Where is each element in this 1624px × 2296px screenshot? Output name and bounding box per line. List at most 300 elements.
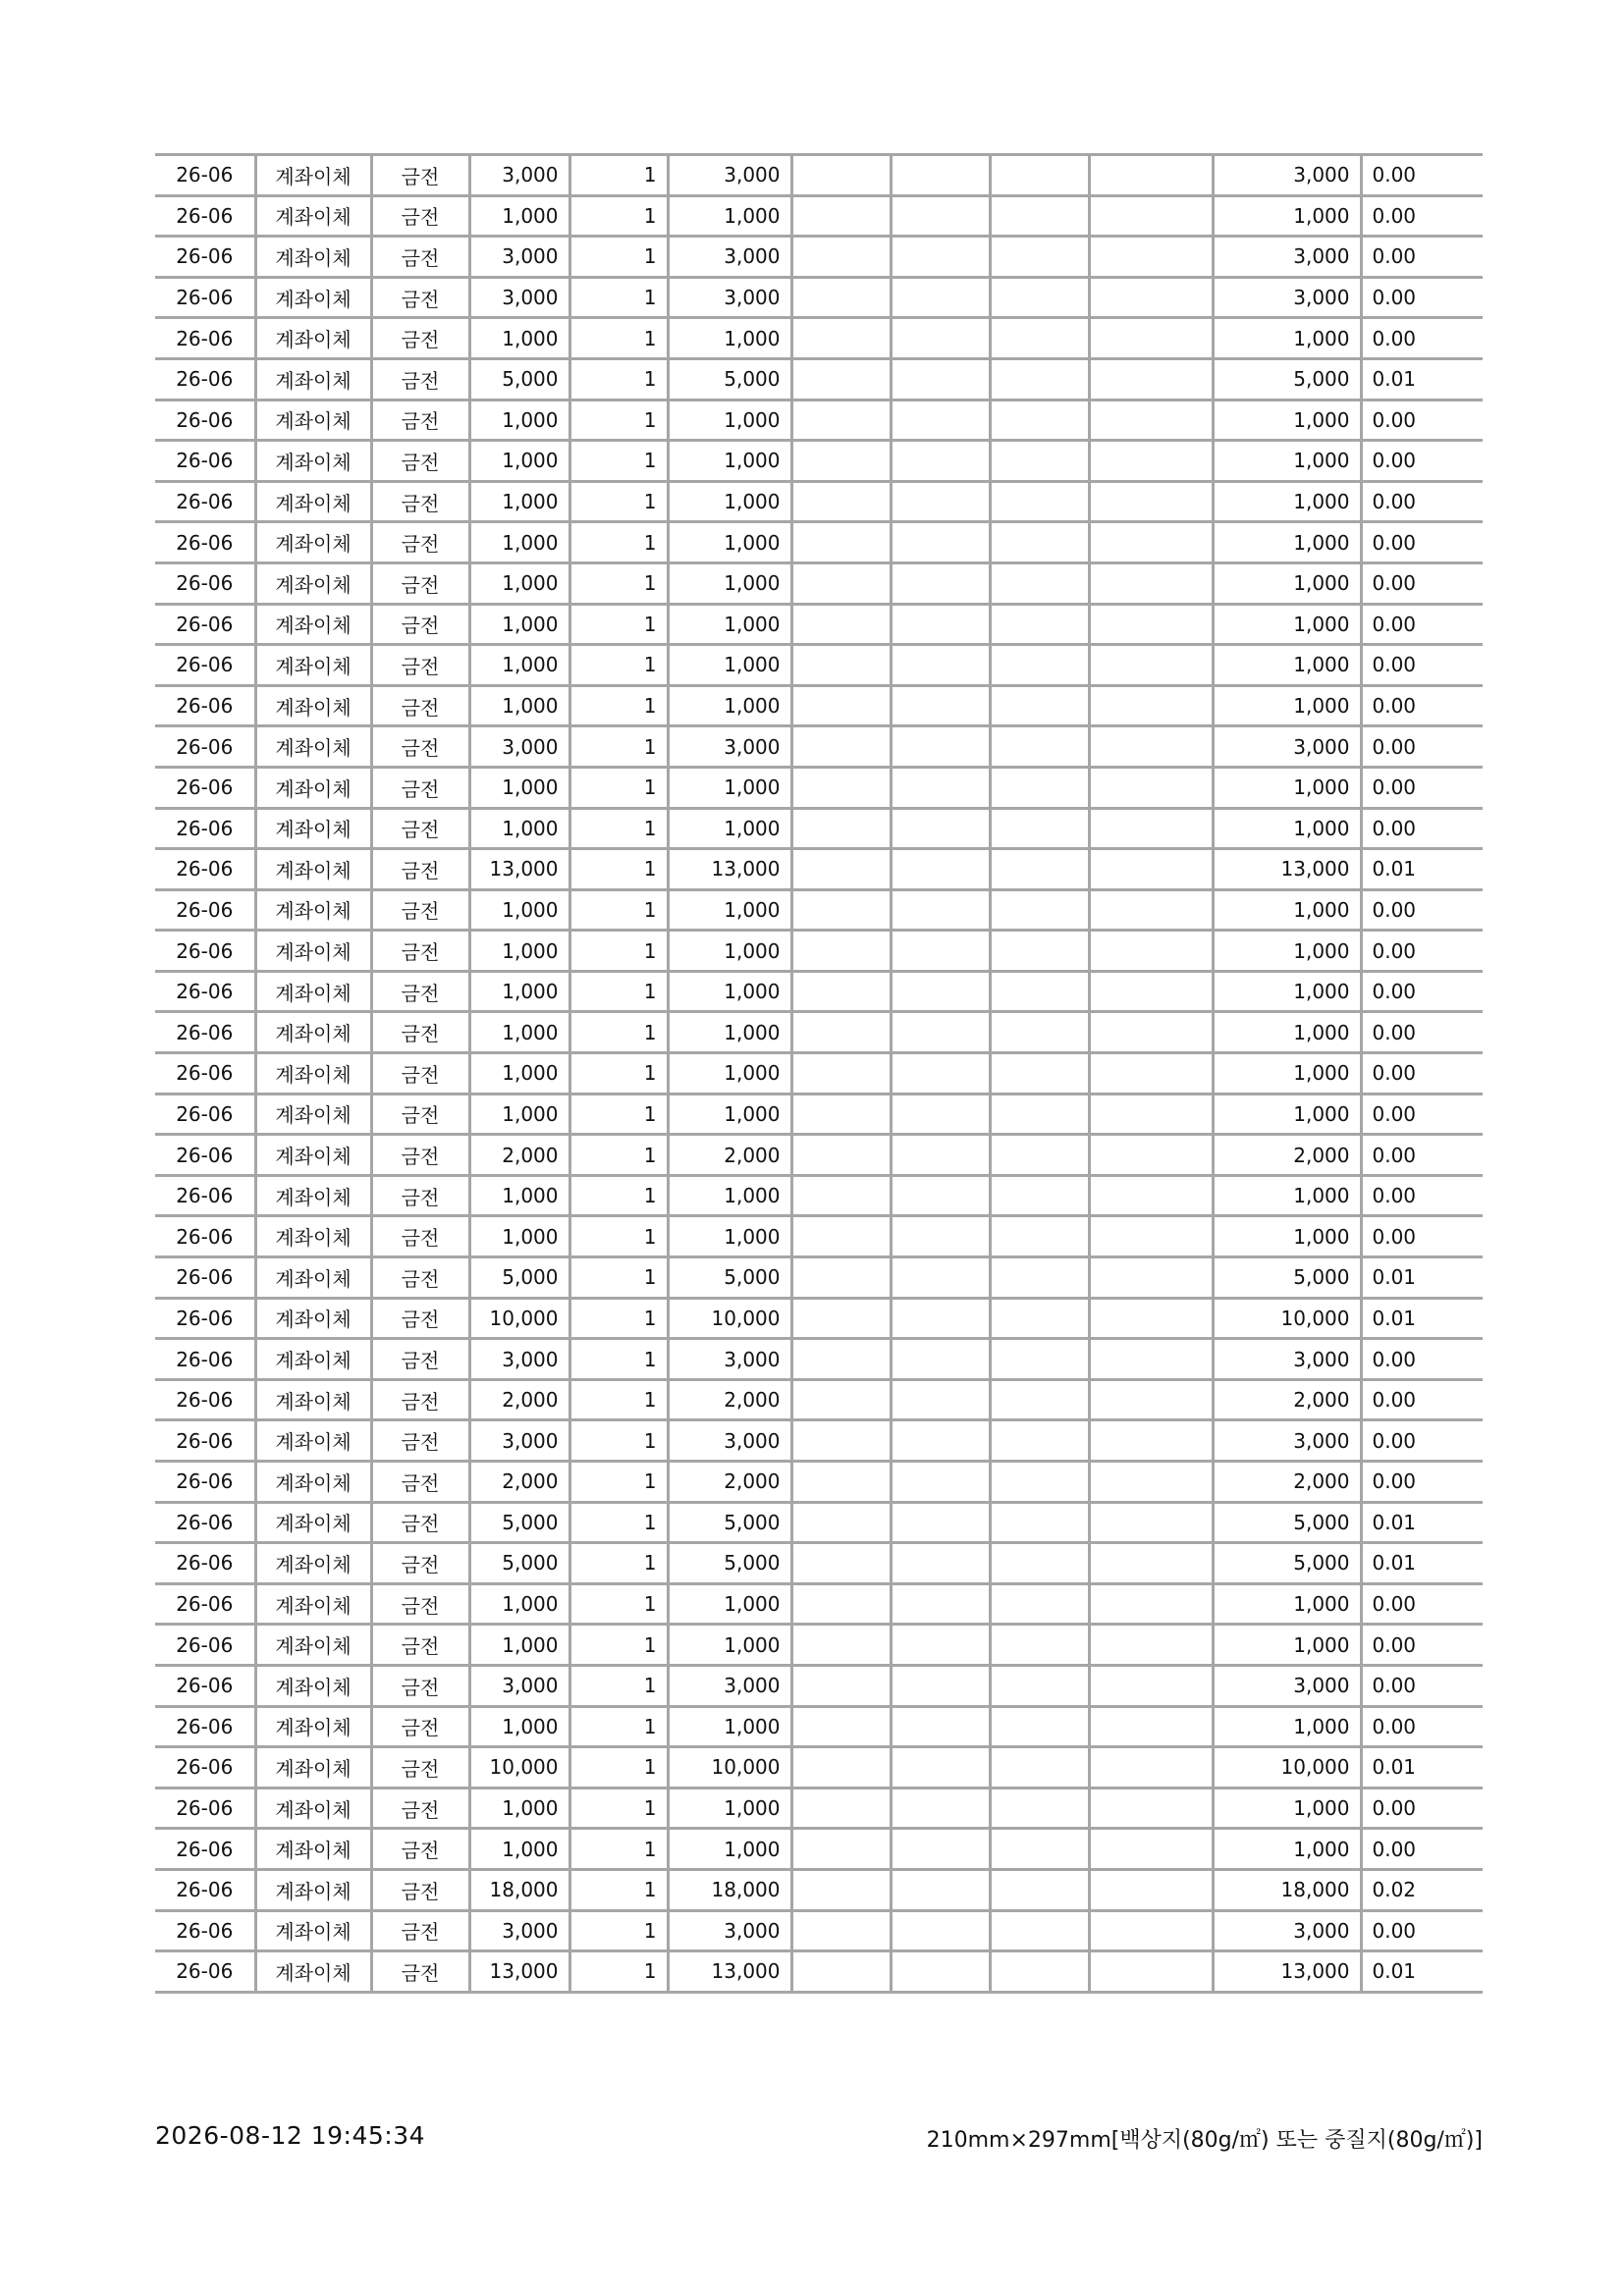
method-cell: 계좌이체 [255,1094,371,1135]
blank-cell [1089,1462,1213,1503]
blank-cell [990,237,1089,278]
type-cell: 금전 [371,400,469,441]
table-row [155,604,1483,645]
blank-cell [891,1788,990,1829]
blank-cell [891,522,990,563]
blank-cell [891,971,990,1012]
quantity-cell: 1 [569,1379,668,1420]
blank-cell [891,1216,990,1257]
quantity-cell: 1 [569,1502,668,1543]
type-cell: 금전 [371,1379,469,1420]
blank-cell [990,1829,1089,1870]
unit-amount-cell: 2,000 [469,1379,569,1420]
quantity-cell: 1 [569,971,668,1012]
unit-amount-cell: 1,000 [469,645,569,686]
blank-cell [990,767,1089,808]
type-cell: 금전 [371,1869,469,1910]
amount-cell: 1,000 [668,1012,791,1053]
type-cell: 금전 [371,237,469,278]
blank-cell [1089,645,1213,686]
date-cell: 26-06 [155,1625,255,1666]
total-cell: 1,000 [1213,441,1361,482]
blank-cell [1089,1665,1213,1706]
amount-cell: 5,000 [668,1543,791,1584]
blank-cell [990,685,1089,726]
method-cell: 계좌이체 [255,237,371,278]
blank-cell [891,400,990,441]
method-cell: 계좌이체 [255,685,371,726]
date-cell: 26-06 [155,931,255,972]
blank-cell [1089,358,1213,400]
amount-cell: 1,000 [668,1175,791,1216]
unit-amount-cell: 3,000 [469,1339,569,1380]
ratio-cell: 0.01 [1361,358,1483,400]
blank-cell [1089,318,1213,359]
quantity-cell: 1 [569,1543,668,1584]
total-cell: 1,000 [1213,1706,1361,1747]
blank-cell [791,849,891,890]
total-cell: 1,000 [1213,971,1361,1012]
blank-cell [791,1829,891,1870]
quantity-cell: 1 [569,1298,668,1339]
total-cell: 3,000 [1213,237,1361,278]
type-cell: 금전 [371,1339,469,1380]
blank-cell [791,726,891,768]
type-cell: 금전 [371,481,469,522]
blank-cell [990,1257,1089,1299]
table-row [155,1788,1483,1829]
method-cell: 계좌이체 [255,1298,371,1339]
total-cell: 1,000 [1213,931,1361,972]
table-row [155,808,1483,849]
total-cell: 3,000 [1213,155,1361,196]
blank-cell [891,277,990,318]
amount-cell: 1,000 [668,1053,791,1095]
ratio-cell: 0.01 [1361,1951,1483,1993]
blank-cell [990,604,1089,645]
date-cell: 26-06 [155,155,255,196]
blank-cell [1089,1257,1213,1299]
blank-cell [1089,931,1213,972]
quantity-cell: 1 [569,889,668,931]
date-cell: 26-06 [155,889,255,931]
quantity-cell: 1 [569,1339,668,1380]
quantity-cell: 1 [569,1869,668,1910]
blank-cell [1089,277,1213,318]
blank-cell [891,1706,990,1747]
total-cell: 1,000 [1213,318,1361,359]
date-cell: 26-06 [155,1012,255,1053]
blank-cell [990,1339,1089,1380]
blank-cell [1089,237,1213,278]
blank-cell [891,237,990,278]
blank-cell [990,1053,1089,1095]
type-cell: 금전 [371,1462,469,1503]
blank-cell [1089,155,1213,196]
quantity-cell: 1 [569,1420,668,1462]
blank-cell [891,1910,990,1951]
ratio-cell: 0.00 [1361,1829,1483,1870]
method-cell: 계좌이체 [255,1462,371,1503]
amount-cell: 3,000 [668,155,791,196]
table-row [155,1910,1483,1951]
blank-cell [891,1298,990,1339]
blank-cell [990,889,1089,931]
type-cell: 금전 [371,889,469,931]
blank-cell [791,358,891,400]
method-cell: 계좌이체 [255,1053,371,1095]
blank-cell [1089,604,1213,645]
table-row [155,400,1483,441]
total-cell: 1,000 [1213,604,1361,645]
table-row [155,1257,1483,1299]
type-cell: 금전 [371,1665,469,1706]
blank-cell [1089,1012,1213,1053]
ratio-cell: 0.01 [1361,1747,1483,1789]
ratio-cell: 0.00 [1361,400,1483,441]
type-cell: 금전 [371,155,469,196]
ratio-cell: 0.00 [1361,1053,1483,1095]
type-cell: 금전 [371,441,469,482]
total-cell: 1,000 [1213,808,1361,849]
method-cell: 계좌이체 [255,1788,371,1829]
table-row [155,1216,1483,1257]
date-cell: 26-06 [155,1951,255,1993]
amount-cell: 10,000 [668,1298,791,1339]
quantity-cell: 1 [569,1462,668,1503]
date-cell: 26-06 [155,1910,255,1951]
blank-cell [990,1175,1089,1216]
table-row [155,1094,1483,1135]
type-cell: 금전 [371,358,469,400]
amount-cell: 13,000 [668,1951,791,1993]
amount-cell: 3,000 [668,1665,791,1706]
blank-cell [1089,562,1213,604]
blank-cell [990,808,1089,849]
quantity-cell: 1 [569,1583,668,1625]
method-cell: 계좌이체 [255,318,371,359]
ratio-cell: 0.00 [1361,971,1483,1012]
amount-cell: 18,000 [668,1869,791,1910]
blank-cell [1089,1175,1213,1216]
quantity-cell: 1 [569,318,668,359]
amount-cell: 1,000 [668,318,791,359]
table-row [155,1747,1483,1789]
blank-cell [791,277,891,318]
print-timestamp: 2026-08-12 19:45:34 [155,2121,426,2150]
unit-amount-cell: 13,000 [469,1951,569,1993]
date-cell: 26-06 [155,808,255,849]
quantity-cell: 1 [569,237,668,278]
total-cell: 5,000 [1213,1257,1361,1299]
date-cell: 26-06 [155,195,255,237]
method-cell: 계좌이체 [255,1135,371,1176]
method-cell: 계좌이체 [255,1665,371,1706]
type-cell: 금전 [371,726,469,768]
method-cell: 계좌이체 [255,1543,371,1584]
blank-cell [1089,441,1213,482]
type-cell: 금전 [371,931,469,972]
ratio-cell: 0.00 [1361,1135,1483,1176]
amount-cell: 1,000 [668,971,791,1012]
table-row [155,1583,1483,1625]
total-cell: 2,000 [1213,1462,1361,1503]
ratio-cell: 0.00 [1361,318,1483,359]
type-cell: 금전 [371,1094,469,1135]
amount-cell: 3,000 [668,1910,791,1951]
unit-amount-cell: 1,000 [469,1625,569,1666]
type-cell: 금전 [371,1910,469,1951]
blank-cell [990,562,1089,604]
quantity-cell: 1 [569,645,668,686]
method-cell: 계좌이체 [255,767,371,808]
amount-cell: 5,000 [668,1502,791,1543]
amount-cell: 1,000 [668,1829,791,1870]
ratio-cell: 0.00 [1361,604,1483,645]
blank-cell [990,1625,1089,1666]
method-cell: 계좌이체 [255,604,371,645]
date-cell: 26-06 [155,237,255,278]
ratio-cell: 0.00 [1361,1788,1483,1829]
amount-cell: 1,000 [668,645,791,686]
blank-cell [1089,849,1213,890]
blank-cell [990,195,1089,237]
type-cell: 금전 [371,1829,469,1870]
total-cell: 1,000 [1213,1094,1361,1135]
quantity-cell: 1 [569,1012,668,1053]
amount-cell: 1,000 [668,1583,791,1625]
date-cell: 26-06 [155,358,255,400]
amount-cell: 1,000 [668,400,791,441]
table-row [155,1502,1483,1543]
method-cell: 계좌이체 [255,1012,371,1053]
amount-cell: 5,000 [668,358,791,400]
total-cell: 1,000 [1213,685,1361,726]
date-cell: 26-06 [155,441,255,482]
blank-cell [891,1869,990,1910]
type-cell: 금전 [371,1583,469,1625]
blank-cell [1089,808,1213,849]
quantity-cell: 1 [569,1829,668,1870]
method-cell: 계좌이체 [255,562,371,604]
blank-cell [791,971,891,1012]
amount-cell: 1,000 [668,522,791,563]
unit-amount-cell: 1,000 [469,1583,569,1625]
blank-cell [990,441,1089,482]
ratio-cell: 0.00 [1361,767,1483,808]
total-cell: 5,000 [1213,1543,1361,1584]
blank-cell [891,931,990,972]
date-cell: 26-06 [155,318,255,359]
date-cell: 26-06 [155,1583,255,1625]
blank-cell [1089,1053,1213,1095]
blank-cell [791,1053,891,1095]
ratio-cell: 0.01 [1361,1257,1483,1299]
blank-cell [891,1257,990,1299]
amount-cell: 1,000 [668,889,791,931]
ratio-cell: 0.00 [1361,645,1483,686]
blank-cell [791,1502,891,1543]
quantity-cell: 1 [569,277,668,318]
table-row [155,889,1483,931]
type-cell: 금전 [371,1706,469,1747]
blank-cell [990,1216,1089,1257]
method-cell: 계좌이체 [255,1257,371,1299]
amount-cell: 3,000 [668,237,791,278]
blank-cell [1089,1094,1213,1135]
method-cell: 계좌이체 [255,441,371,482]
unit-amount-cell: 1,000 [469,604,569,645]
blank-cell [891,767,990,808]
table-row [155,1951,1483,1993]
date-cell: 26-06 [155,767,255,808]
table-row [155,931,1483,972]
date-cell: 26-06 [155,562,255,604]
blank-cell [891,318,990,359]
total-cell: 1,000 [1213,1053,1361,1095]
unit-amount-cell: 1,000 [469,685,569,726]
amount-cell: 2,000 [668,1462,791,1503]
table-row [155,1462,1483,1503]
ratio-cell: 0.00 [1361,1420,1483,1462]
blank-cell [791,400,891,441]
blank-cell [1089,481,1213,522]
type-cell: 금전 [371,277,469,318]
amount-cell: 3,000 [668,277,791,318]
date-cell: 26-06 [155,1339,255,1380]
ratio-cell: 0.00 [1361,277,1483,318]
ratio-cell: 0.00 [1361,1339,1483,1380]
date-cell: 26-06 [155,1175,255,1216]
date-cell: 26-06 [155,277,255,318]
blank-cell [990,318,1089,359]
blank-cell [1089,1379,1213,1420]
amount-cell: 1,000 [668,767,791,808]
blank-cell [891,1012,990,1053]
blank-cell [990,1012,1089,1053]
quantity-cell: 1 [569,562,668,604]
quantity-cell: 1 [569,604,668,645]
method-cell: 계좌이체 [255,931,371,972]
quantity-cell: 1 [569,155,668,196]
total-cell: 1,000 [1213,645,1361,686]
quantity-cell: 1 [569,1910,668,1951]
date-cell: 26-06 [155,726,255,768]
blank-cell [990,931,1089,972]
unit-amount-cell: 3,000 [469,1665,569,1706]
type-cell: 금전 [371,1298,469,1339]
blank-cell [791,237,891,278]
amount-cell: 1,000 [668,604,791,645]
unit-amount-cell: 1,000 [469,400,569,441]
date-cell: 26-06 [155,1257,255,1299]
type-cell: 금전 [371,971,469,1012]
method-cell: 계좌이체 [255,155,371,196]
blank-cell [891,562,990,604]
blank-cell [791,1665,891,1706]
method-cell: 계좌이체 [255,195,371,237]
blank-cell [891,645,990,686]
blank-cell [891,1462,990,1503]
date-cell: 26-06 [155,1829,255,1870]
ratio-cell: 0.00 [1361,1379,1483,1420]
blank-cell [990,400,1089,441]
blank-cell [891,155,990,196]
quantity-cell: 1 [569,726,668,768]
blank-cell [791,1094,891,1135]
table-row [155,277,1483,318]
blank-cell [1089,400,1213,441]
ratio-cell: 0.00 [1361,1706,1483,1747]
quantity-cell: 1 [569,685,668,726]
blank-cell [791,889,891,931]
method-cell: 계좌이체 [255,1216,371,1257]
type-cell: 금전 [371,849,469,890]
type-cell: 금전 [371,318,469,359]
unit-amount-cell: 1,000 [469,441,569,482]
blank-cell [1089,1420,1213,1462]
total-cell: 2,000 [1213,1135,1361,1176]
blank-cell [990,849,1089,890]
table-row [155,195,1483,237]
blank-cell [1089,1216,1213,1257]
amount-cell: 1,000 [668,1788,791,1829]
blank-cell [791,808,891,849]
total-cell: 1,000 [1213,1583,1361,1625]
blank-cell [990,1135,1089,1176]
quantity-cell: 1 [569,1053,668,1095]
ratio-cell: 0.00 [1361,1665,1483,1706]
quantity-cell: 1 [569,441,668,482]
blank-cell [891,1175,990,1216]
unit-amount-cell: 1,000 [469,1053,569,1095]
quantity-cell: 1 [569,400,668,441]
blank-cell [791,1625,891,1666]
blank-cell [1089,767,1213,808]
method-cell: 계좌이체 [255,1829,371,1870]
unit-amount-cell: 1,000 [469,889,569,931]
blank-cell [791,1257,891,1299]
table-row [155,1420,1483,1462]
date-cell: 26-06 [155,685,255,726]
quantity-cell: 1 [569,481,668,522]
blank-cell [791,318,891,359]
unit-amount-cell: 1,000 [469,562,569,604]
blank-cell [1089,1829,1213,1870]
date-cell: 26-06 [155,849,255,890]
type-cell: 금전 [371,562,469,604]
total-cell: 3,000 [1213,1665,1361,1706]
amount-cell: 13,000 [668,849,791,890]
blank-cell [891,685,990,726]
unit-amount-cell: 3,000 [469,237,569,278]
quantity-cell: 1 [569,849,668,890]
blank-cell [791,767,891,808]
amount-cell: 10,000 [668,1747,791,1789]
table-row [155,971,1483,1012]
blank-cell [891,726,990,768]
blank-cell [891,849,990,890]
total-cell: 1,000 [1213,400,1361,441]
date-cell: 26-06 [155,1298,255,1339]
blank-cell [791,155,891,196]
blank-cell [990,155,1089,196]
quantity-cell: 1 [569,1094,668,1135]
table-row [155,1298,1483,1339]
date-cell: 26-06 [155,1706,255,1747]
method-cell: 계좌이체 [255,1583,371,1625]
blank-cell [1089,1135,1213,1176]
